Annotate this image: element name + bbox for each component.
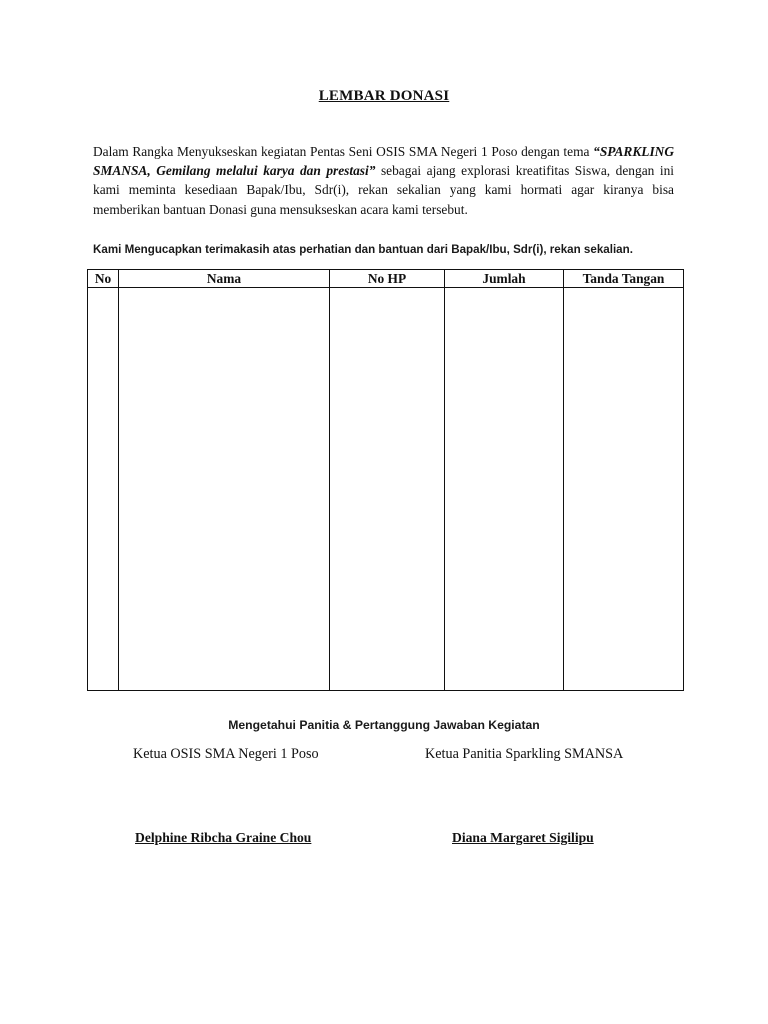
cell-nama	[119, 288, 330, 691]
left-signatory-name: Delphine Ribcha Graine Chou	[135, 830, 312, 845]
acknowledgement-heading: Mengetahui Panitia & Pertanggung Jawaban Kegiatan	[228, 718, 540, 732]
cell-no	[88, 288, 119, 691]
event-theme: “SPARKLING SMANSA, Gemilang melalui karya dan prestasi”	[93, 144, 674, 179]
table-row	[88, 288, 684, 691]
donation-table	[87, 269, 684, 691]
right-signatory-role: Ketua Panitia Sparkling SMANSA	[425, 746, 624, 762]
intro-text-start: Dalam Rangka Menyukseskan kegiatan Pentas Seni OSIS SMA Negeri 1 Poso dengan tema	[93, 144, 594, 159]
intro-paragraph	[93, 142, 674, 219]
cell-tanda-tangan	[564, 288, 684, 691]
header-no-hp: No HP	[330, 270, 445, 288]
thanks-note: Kami Mengucapkan terimakasih atas perhatian dan bantuan dari Bapak/Ibu, Sdr(i), rekan sekalian.	[93, 243, 633, 256]
cell-jumlah	[445, 288, 564, 691]
table-header-row	[88, 270, 684, 288]
document-title: LEMBAR DONASI	[318, 88, 450, 104]
header-nama: Nama	[119, 270, 330, 288]
header-jumlah: Jumlah	[445, 270, 564, 288]
left-signatory-role: Ketua OSIS SMA Negeri 1 Poso	[133, 746, 319, 762]
header-no: No	[88, 270, 119, 288]
cell-no-hp	[330, 288, 445, 691]
right-signatory-name: Diana Margaret Sigilipu	[452, 830, 594, 845]
header-tanda-tangan: Tanda Tangan	[564, 270, 684, 288]
intro-text-end: sebagai ajang explorasi kreatifitas Siswa, dengan ini kami meminta kesediaan Bapak/Ibu, Sdr(i), rekan sekalian yang kami hormati agar kiranya bisa memberikan bantuan Donasi guna mensukseskan acara kami tersebut.	[93, 163, 674, 217]
